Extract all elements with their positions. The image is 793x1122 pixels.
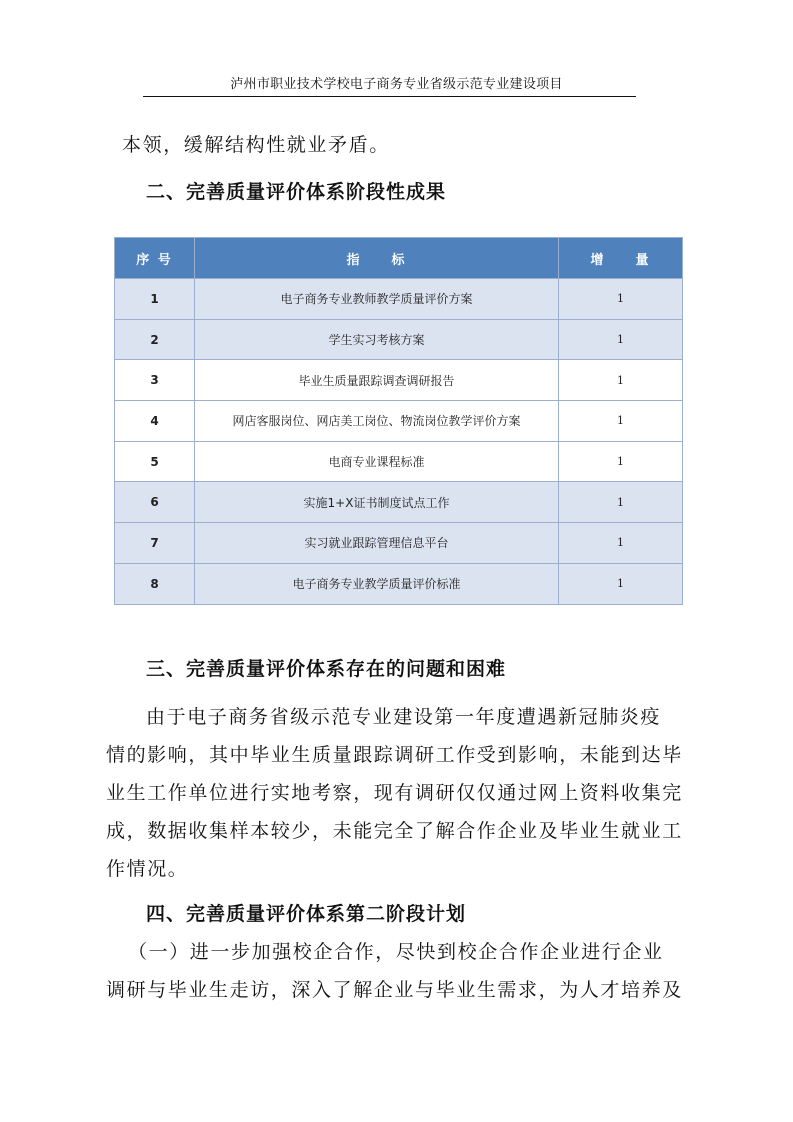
section-4-line: 调研与毕业生走访，深入了解企业与毕业生需求，为人才培养及 <box>106 979 683 1001</box>
section-3-line: 由于电子商务省级示范专业建设第一年度遭遇新冠肺炎疫 <box>146 706 662 728</box>
section-3-line: 作情况。 <box>106 858 189 880</box>
table-row <box>115 279 683 320</box>
row-increment: 1 <box>559 441 683 482</box>
row-number: 1 <box>115 279 195 320</box>
results-table <box>114 237 683 605</box>
row-increment: 1 <box>559 319 683 360</box>
column-header-indicator: 指 标 <box>195 238 559 279</box>
row-increment: 1 <box>559 360 683 401</box>
row-indicator: 实习就业跟踪管理信息平台 <box>195 523 559 564</box>
document-header-title: 泸州市职业技术学校电子商务专业省级示范专业建设项目 <box>230 77 563 92</box>
row-number: 7 <box>115 523 195 564</box>
table-row <box>115 401 683 442</box>
row-number: 8 <box>115 563 195 604</box>
row-number: 3 <box>115 360 195 401</box>
table-row <box>115 319 683 360</box>
table-row <box>115 523 683 564</box>
row-increment: 1 <box>559 482 683 523</box>
header-divider <box>143 96 636 97</box>
section-3-line: 情的影响，其中毕业生质量跟踪调研工作受到影响，未能到达毕 <box>106 744 683 766</box>
section-3-heading: 三、完善质量评价体系存在的问题和困难 <box>146 658 507 680</box>
row-indicator: 网店客服岗位、网店美工岗位、物流岗位教学评价方案 <box>195 401 559 442</box>
row-indicator: 电商专业课程标准 <box>195 441 559 482</box>
section-3-line: 业生工作单位进行实地考察，现有调研仅仅通过网上资料收集完 <box>106 782 683 804</box>
table-row <box>115 441 683 482</box>
row-number: 2 <box>115 319 195 360</box>
section-2-heading: 二、完善质量评价体系阶段性成果 <box>146 181 447 203</box>
row-increment: 1 <box>559 523 683 564</box>
row-number: 4 <box>115 401 195 442</box>
table-row <box>115 563 683 604</box>
row-indicator: 学生实习考核方案 <box>195 319 559 360</box>
row-increment: 1 <box>559 401 683 442</box>
table-header-row <box>115 238 683 279</box>
row-number: 6 <box>115 482 195 523</box>
row-number: 5 <box>115 441 195 482</box>
row-indicator: 实施1+X证书制度试点工作 <box>195 482 559 523</box>
table-row <box>115 360 683 401</box>
table-row <box>115 482 683 523</box>
row-indicator: 电子商务专业教学质量评价标准 <box>195 563 559 604</box>
row-increment: 1 <box>559 563 683 604</box>
section-3-line: 成，数据收集样本较少，未能完全了解合作企业及毕业生就业工 <box>106 820 683 842</box>
column-header-number: 序 号 <box>115 238 195 279</box>
column-header-increment: 增 量 <box>559 238 683 279</box>
intro-paragraph-line: 本领，缓解结构性就业矛盾。 <box>122 134 390 156</box>
row-indicator: 毕业生质量跟踪调查调研报告 <box>195 360 559 401</box>
section-4-heading: 四、完善质量评价体系第二阶段计划 <box>146 903 467 925</box>
section-4-line: （一）进一步加强校企合作，尽快到校企合作企业进行企业 <box>128 941 664 963</box>
row-increment: 1 <box>559 279 683 320</box>
row-indicator: 电子商务专业教师教学质量评价方案 <box>195 279 559 320</box>
